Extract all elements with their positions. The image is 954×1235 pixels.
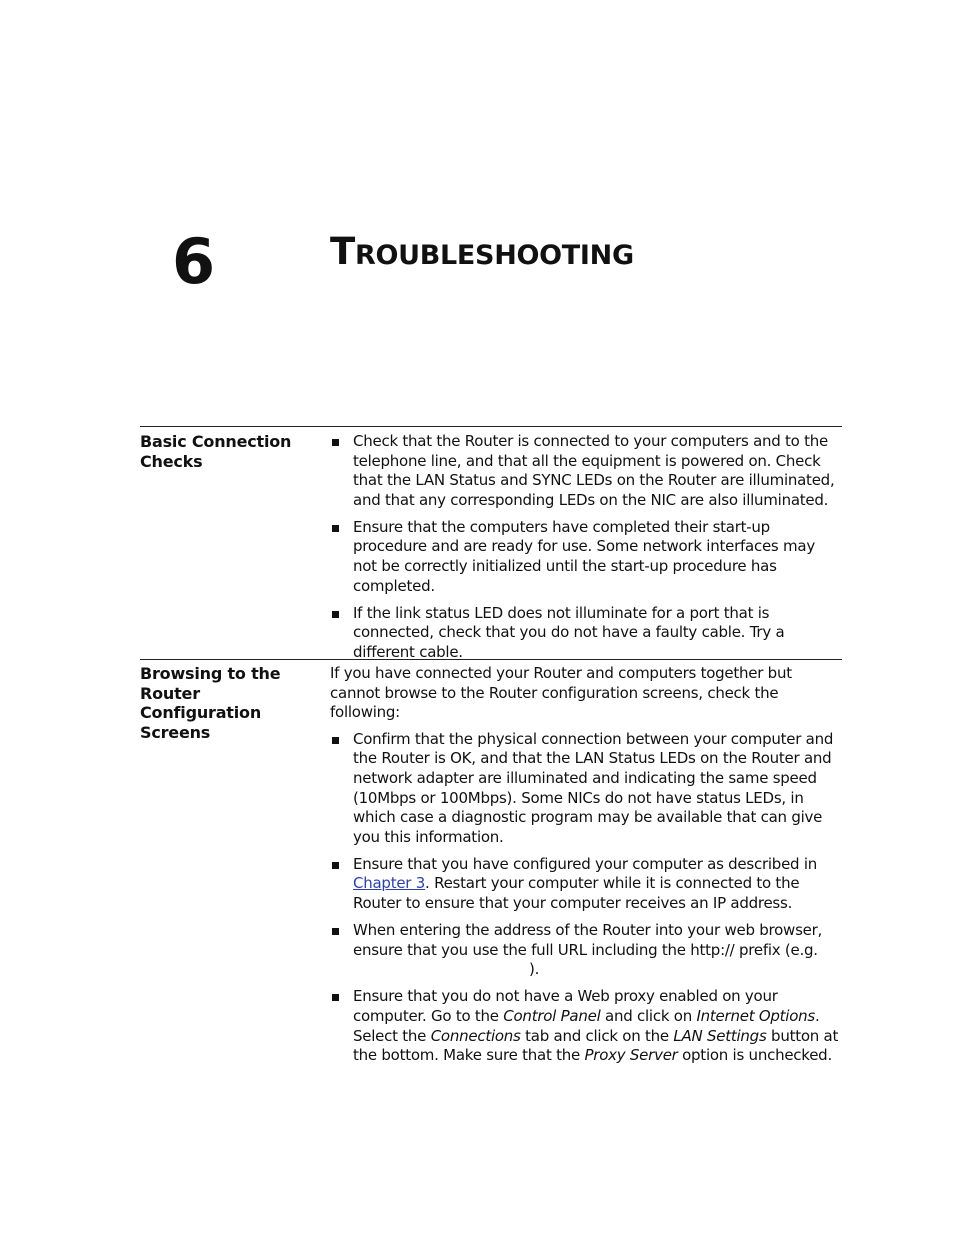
list-item — [330, 855, 842, 914]
chapter-title-rest: ROUBLESHOOTING — [354, 240, 634, 271]
list-item-text-continuation: ). — [529, 960, 540, 979]
chapter-title-initial: T — [330, 230, 355, 273]
list-item-text — [353, 987, 838, 1064]
list-item — [330, 432, 842, 510]
square-bullet-icon — [332, 611, 339, 618]
text-segment: Ensure that you do not have a Web proxy enabled on your computer. Go to the — [353, 987, 778, 1025]
square-bullet-icon — [332, 928, 339, 935]
list-item-text — [353, 855, 817, 912]
text-segment: tab and click on the — [520, 1026, 674, 1045]
section-intro: If you have connected your Router and computers together but cannot browse to the Router configuration screens, check the following: — [330, 664, 792, 722]
text-segment: button at the bottom. Make sure that the — [353, 1026, 839, 1065]
ui-term-proxy-server: Proxy Server — [584, 1046, 678, 1065]
list-item-text: Confirm that the physical connection between your computer and the Router is OK, and that the LAN Status LEDs on the Router and network adapter are illuminated and indicating the same speed (10Mbps or 100Mbps). Some NICs do not have status LEDs, in which case a diagnostic program may be available that can give you this information. — [353, 729, 834, 846]
ui-term-internet-options: Internet Options — [696, 1007, 815, 1025]
list-item — [330, 987, 842, 1065]
section-heading-browsing-to-router: Browsing to the Router Configuration Screens — [140, 664, 281, 742]
square-bullet-icon — [332, 862, 339, 869]
list-item-text: Ensure that the computers have completed their start-up procedure and are ready for use. Some network interfaces may not be correctly initialized until the start-up procedure has completed. — [353, 517, 815, 595]
square-bullet-icon — [332, 439, 339, 446]
square-bullet-icon — [332, 525, 339, 532]
text-segment: . Select the — [353, 1007, 820, 1045]
chapter-number: 6 — [172, 225, 216, 298]
ui-term-control-panel: Control Panel — [503, 1007, 601, 1025]
text-segment: and click on — [600, 1007, 697, 1025]
ui-term-lan-settings: LAN Settings — [673, 1026, 767, 1045]
bullet-list — [330, 432, 842, 663]
section-divider — [140, 426, 842, 427]
section-body-basic-connection-checks — [330, 432, 842, 670]
text-segment: . Restart your computer while it is connected to the Router to ensure that your computer receives an IP address. — [353, 874, 800, 913]
section-divider — [140, 659, 842, 660]
text-segment: Ensure that you have configured your computer as described in — [353, 854, 818, 873]
list-item — [330, 518, 842, 596]
ui-term-connections: Connections — [430, 1026, 521, 1045]
square-bullet-icon — [332, 737, 339, 744]
list-item-text: If the link status LED does not illuminate for a port that is connected, check that you do not have a faulty cable. Try a different cable. — [353, 603, 785, 661]
chapter-title — [330, 232, 634, 276]
text-segment: option is unchecked. — [677, 1046, 832, 1065]
list-item-text: When entering the address of the Router into your web browser, ensure that you use the full URL including the http:// prefix (e.g. — [353, 921, 823, 959]
bullet-list — [330, 730, 842, 1066]
list-item — [330, 730, 842, 848]
list-item — [330, 604, 842, 663]
section-heading-basic-connection-checks: Basic Connection Checks — [140, 432, 292, 471]
section-body-browsing-to-router — [330, 664, 842, 1073]
square-bullet-icon — [332, 994, 339, 1001]
chapter-3-link[interactable]: Chapter 3 — [353, 874, 426, 893]
list-item — [330, 921, 842, 980]
list-item-text: Check that the Router is connected to your computers and to the telephone line, and that all the equipment is powered on. Check that the LAN Status and SYNC LEDs on the Router are illuminated, and that any corresponding LEDs on the NIC are also illuminated. — [353, 432, 835, 509]
